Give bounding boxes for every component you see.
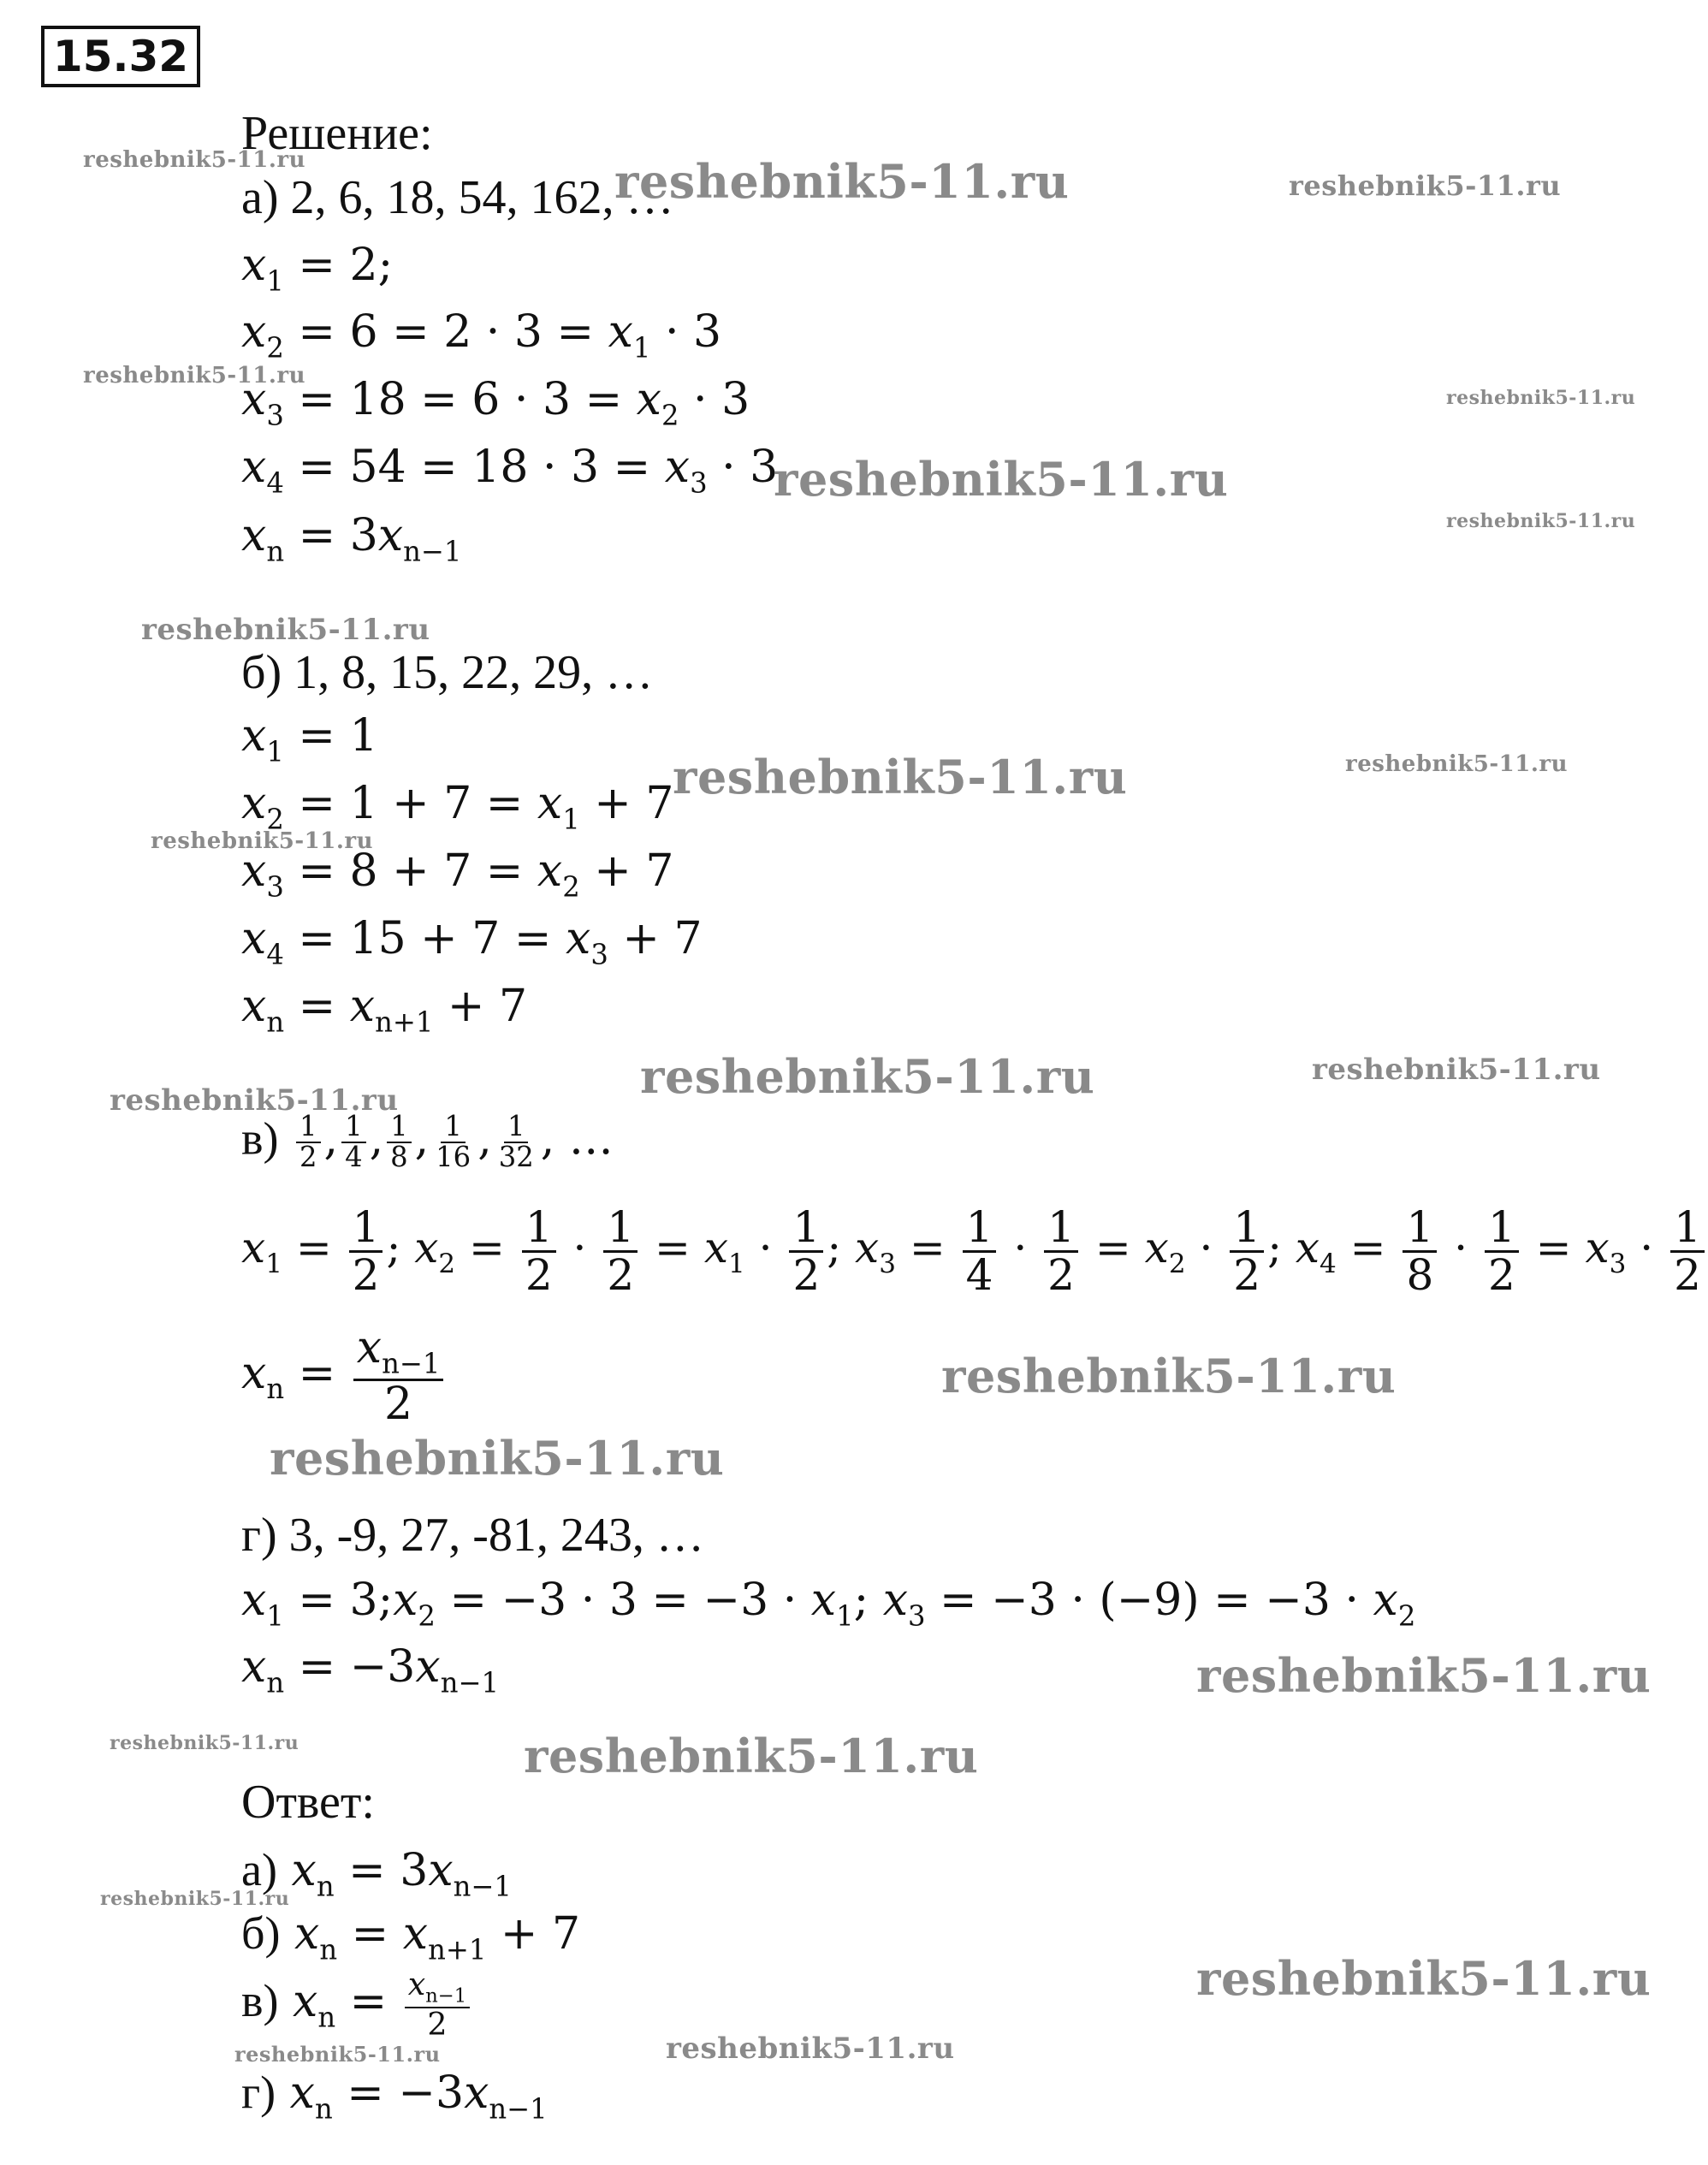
solution-label: Решение: [241, 107, 433, 160]
part-a-x4: $x_4 = 54 = 18 \cdot 3 = x_3 \cdot 3$ [241, 442, 779, 500]
watermark: reshebnik5-11.ru [941, 1349, 1397, 1403]
part-b-x2: $x_2 = 1 + 7 = x_1 + 7$ [241, 778, 674, 836]
answer-a: а) $x_n = 3x_{n-1}$ [241, 1844, 512, 1903]
part-b-header: б) 1, 8, 15, 22, 29, … [241, 646, 654, 699]
watermark: reshebnik5-11.ru [1196, 1648, 1652, 1703]
watermark: reshebnik5-11.ru [640, 1049, 1095, 1104]
watermark: reshebnik5-11.ru [1446, 387, 1636, 409]
answer-b: б) $x_n = x_{n+1} + 7$ [241, 1907, 581, 1966]
part-v-terms: $x_1$ = $\frac{1}{2}$ ; $x_2$ = $\frac{1}{2}$ · $\frac{1}{2}$ = $x_1$ · $\frac{1}{2}$ ; $x_3$ = $\frac{1}{4}$ · $\frac{1}{2}$ = $x_2$ · $\frac{1}{2}$ ; $x_4$ = $\frac{1}{8}$ · $\frac{1}{2}$ = $x_3$ · $\frac{1}{2}$ [241, 1205, 1708, 1297]
watermark: reshebnik5-11.ru [524, 1729, 979, 1783]
part-b-x1: $x_1 = 1$ [241, 710, 378, 768]
watermark: reshebnik5-11.ru [774, 452, 1229, 507]
answer-g: г) $x_n = -3x_{n-1}$ [241, 2067, 548, 2126]
watermark: reshebnik5-11.ru [666, 2032, 955, 2066]
answer-v: в) $x_n$ = $\frac{x_{n-1}}{2}$ [241, 1968, 473, 2041]
watermark: reshebnik5-11.ru [270, 1431, 725, 1486]
watermark: reshebnik5-11.ru [83, 147, 306, 173]
part-g-header: г) 3, -9, 27, -81, 243, … [241, 1509, 704, 1562]
watermark: reshebnik5-11.ru [234, 2042, 441, 2067]
part-b-x3: $x_3 = 8 + 7 = x_2 + 7$ [241, 845, 674, 904]
watermark: reshebnik5-11.ru [151, 828, 374, 854]
watermark: reshebnik5-11.ru [1196, 1951, 1652, 2006]
part-b-xn: $x_n = x_{n+1} + 7$ [241, 981, 528, 1039]
part-v-header: в) $\frac{1}{2}$ , $\frac{1}{4}$ , $\frac{1}{8}$ , $\frac{1}{16}$ , $\frac{1}{32}$ , … [241, 1110, 614, 1173]
problem-number: 15.32 [41, 26, 200, 87]
part-a-header: а) 2, 6, 18, 54, 162, … [241, 171, 674, 224]
watermark: reshebnik5-11.ru [110, 1732, 299, 1754]
part-a-x1: $x_1 = 2$; [241, 240, 394, 298]
watermark: reshebnik5-11.ru [673, 750, 1128, 804]
part-b-x4: $x_4 = 15 + 7 = x_3 + 7$ [241, 913, 703, 971]
watermark: reshebnik5-11.ru [1289, 169, 1562, 202]
watermark: reshebnik5-11.ru [1312, 1053, 1601, 1087]
part-a-xn: $x_n = 3x_{n-1}$ [241, 510, 462, 568]
part-v-xn: $x_n$ = $\frac{x_{n-1}}{2}$ [241, 1325, 447, 1428]
part-a-x3: $x_3 = 18 = 6 \cdot 3 = x_2 \cdot 3$ [241, 374, 750, 432]
part-g-xn: $x_n = -3x_{n-1}$ [241, 1641, 499, 1699]
watermark: reshebnik5-11.ru [83, 363, 306, 389]
answer-label: Ответ: [241, 1776, 375, 1829]
part-g-terms: $x_1$ = $3;x_2 = -3 \cdot 3 = -3 \cdot x_1$; $x_3 = -3 \cdot (-9) = -3 \cdot x_2$ [241, 1575, 1416, 1633]
watermark: reshebnik5-11.ru [614, 154, 1070, 209]
watermark: reshebnik5-11.ru [1446, 510, 1636, 532]
watermark: reshebnik5-11.ru [110, 1083, 399, 1118]
part-a-x2: $x_2 = 6 = 2 \cdot 3 = x_1 \cdot 3$ [241, 306, 722, 365]
watermark: reshebnik5-11.ru [141, 613, 430, 647]
watermark: reshebnik5-11.ru [1345, 751, 1569, 777]
watermark: reshebnik5-11.ru [100, 1888, 290, 1910]
